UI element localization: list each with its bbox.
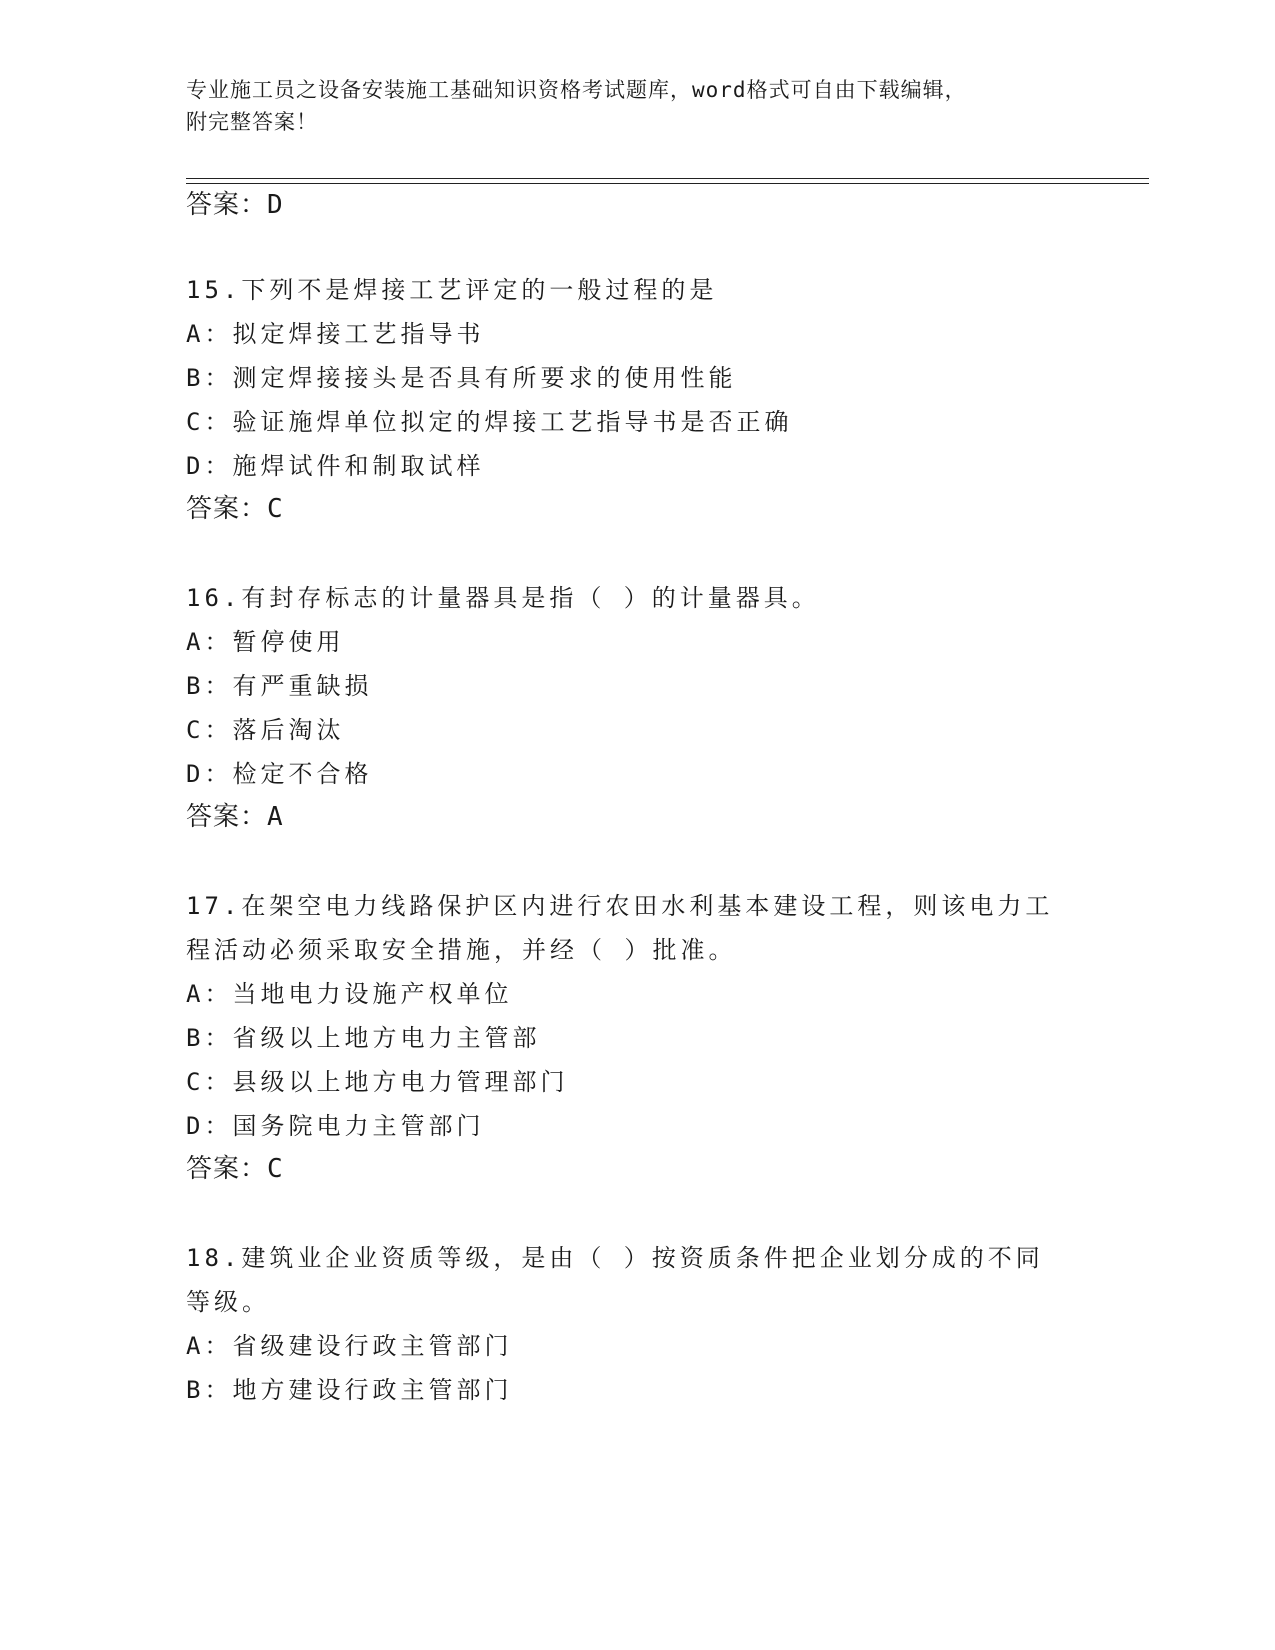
question-stem-15: 15.下列不是焊接工艺评定的一般过程的是 [186,276,718,304]
header-line-2: 附完整答案！ [186,110,318,134]
option-c: C：县级以上地方电力管理部门 [186,1068,569,1096]
answer-line: 答案：C [186,1154,284,1184]
option-a: A：当地电力设施产权单位 [186,980,513,1008]
document-header [186,74,1066,138]
question-stem-18-line-2: 等级。 [186,1288,270,1316]
question-stem-16: 16.有封存标志的计量器具是指（ ）的计量器具。 [186,584,820,612]
option-d: D：施焊试件和制取试样 [186,452,485,480]
answer-line: 答案：D [186,190,284,220]
header-line-1: 专业施工员之设备安装施工基础知识资格考试题库，word格式可自由下载编辑， [186,78,967,102]
option-b: B：省级以上地方电力主管部 [186,1024,541,1052]
header-divider-top [186,178,1149,179]
option-d: D：国务院电力主管部门 [186,1112,485,1140]
option-c: C：落后淘汰 [186,716,345,744]
option-c: C：验证施焊单位拟定的焊接工艺指导书是否正确 [186,408,793,436]
option-b: B：有严重缺损 [186,672,373,700]
question-stem-17-line-2: 程活动必须采取安全措施，并经（ ）批准。 [186,936,737,964]
question-stem-17-line-1: 17.在架空电力线路保护区内进行农田水利基本建设工程，则该电力工 [186,892,1054,920]
header-divider-bottom [186,183,1149,184]
option-a: A：拟定焊接工艺指导书 [186,320,485,348]
option-a: A：省级建设行政主管部门 [186,1332,513,1360]
answer-line: 答案：C [186,494,284,524]
option-b: B：测定焊接接头是否具有所要求的使用性能 [186,364,737,392]
question-stem-18-line-1: 18.建筑业企业资质等级，是由（ ）按资质条件把企业划分成的不同 [186,1244,1044,1272]
option-a: A：暂停使用 [186,628,345,656]
option-b: B：地方建设行政主管部门 [186,1376,513,1404]
option-d: D：检定不合格 [186,760,373,788]
answer-line: 答案：A [186,802,284,832]
